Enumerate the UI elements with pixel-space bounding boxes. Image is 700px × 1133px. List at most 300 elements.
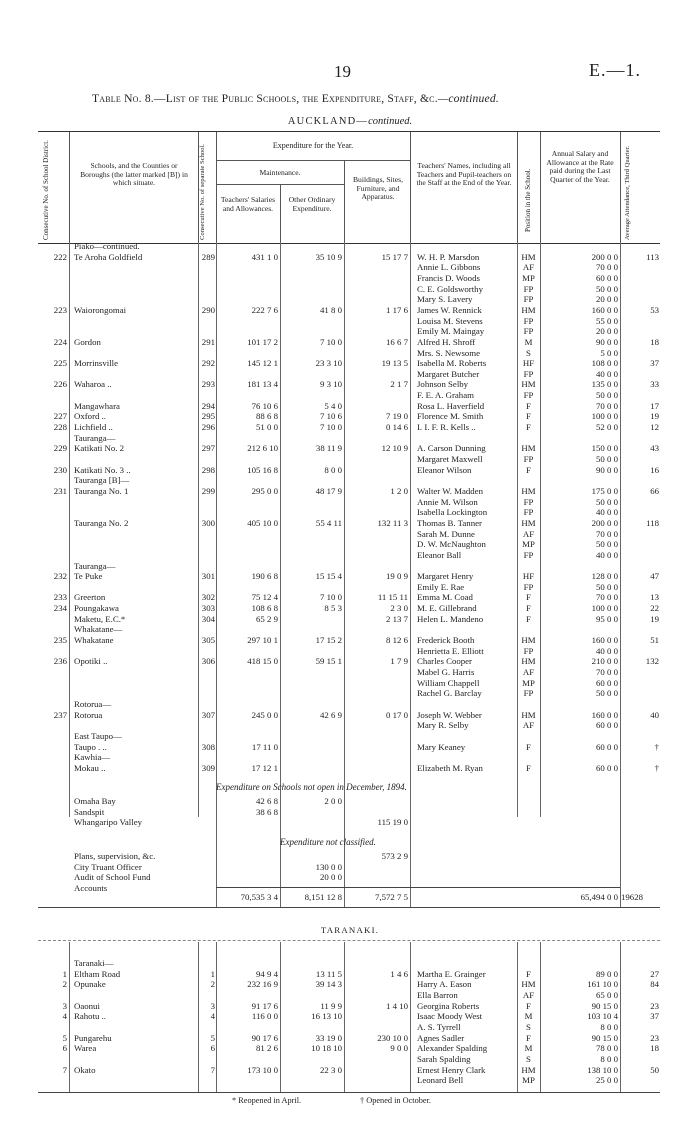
cell-no: 1 (210, 968, 215, 979)
cell-sal: 232 16 9 (247, 979, 278, 990)
cell-district: 237 (53, 709, 67, 720)
cell-school: Tauranga— (74, 560, 116, 571)
cell-no: 308 (201, 741, 215, 752)
cell-pos: HF (522, 358, 535, 369)
cell-asal: 40 0 0 (596, 507, 618, 518)
cell-att: 16 (650, 464, 659, 475)
cell-att: 18 (650, 1043, 659, 1054)
cell-teacher: Emily E. Rae (417, 581, 465, 592)
header-maintenance: Maintenance. (259, 168, 301, 177)
cell-att: † (654, 741, 659, 752)
cell-teacher: Louisa M. Stevens (417, 315, 483, 326)
not-classified-label: Plans, supervision, &c. (74, 851, 156, 861)
header-teachers-names: Teachers' Names, including all Teachers and Pupil-teachers on the Staff at the End of the Year. (416, 161, 512, 188)
cell-oth: 55 4 11 (315, 517, 342, 528)
cell-no: 305 (201, 635, 215, 646)
cell-att: 53 (650, 304, 659, 315)
cell-teacher: Leonard Bell (417, 1075, 464, 1086)
cell-pos: AF (522, 528, 535, 539)
cell-school: Tauranga— (74, 432, 116, 443)
cell-teacher: Elizabeth M. Ryan (417, 762, 483, 773)
header-annual-salary: Annual Salary and Allowance at the Rate paid during the Last Quarter of the Year. (546, 149, 614, 184)
footnote-reopened: * Reopened in April. (232, 1096, 302, 1105)
cell-teacher: Florence M. Smith (417, 411, 484, 422)
cell-att: 66 (650, 485, 659, 496)
cell-bld: 19 13 5 (381, 358, 408, 369)
total-salaries: 70,535 3 4 (240, 892, 278, 902)
cell-teacher: A. S. Tyrrell (417, 1021, 461, 1032)
cell-asal: 50 0 0 (596, 454, 618, 464)
cell-teacher: Joseph W. Webber (417, 709, 482, 720)
cell-sal: 108 6 8 (251, 603, 278, 614)
cell-oth: 8 0 0 (324, 464, 342, 475)
cell-pos: F (526, 1000, 531, 1011)
cell-school: East Taupo— (74, 730, 122, 741)
cell-att: 43 (650, 443, 659, 454)
cell-teacher: Charles Cooper (417, 656, 472, 667)
cell-no: 292 (201, 358, 215, 369)
cell-pos: MP (522, 677, 535, 688)
cell-asal: 50 0 0 (596, 688, 618, 699)
cell-school: Greerton (74, 592, 106, 603)
cell-district: 3 (62, 1000, 67, 1011)
cell-asal: 25 0 0 (596, 1075, 618, 1086)
cell-teacher: Rachel G. Barclay (417, 688, 482, 699)
footnote-opened: † Opened in October. (360, 1096, 431, 1105)
cell-asal: 138 10 0 (587, 1064, 618, 1075)
cell-oth: 13 11 5 (315, 968, 342, 979)
cell-oth: 7 10 0 (320, 422, 342, 433)
not-open-buildings: 115 19 0 (377, 817, 408, 828)
cell-no: 3 (210, 1000, 215, 1011)
cell-sal: 297 10 1 (247, 635, 278, 646)
cell-bld: 1 4 10 (386, 1000, 408, 1011)
cell-pos: S (526, 1053, 531, 1064)
cell-no: 296 (201, 422, 215, 433)
cell-school: Rotorua— (74, 698, 112, 709)
cell-oth: 7 10 0 (320, 336, 342, 347)
cell-bld: 7 19 0 (386, 411, 408, 422)
cell-no: 307 (201, 709, 215, 720)
cell-oth: 7 10 0 (320, 592, 342, 603)
region-name: AUCKLAND— (287, 116, 369, 127)
cell-pos: F (526, 592, 531, 603)
cell-att: † (654, 762, 659, 773)
cell-asal: 160 0 0 (591, 304, 618, 315)
cell-teacher: Francis D. Woods (417, 272, 480, 283)
cell-no: 306 (201, 656, 215, 667)
cell-asal: 20 0 0 (596, 294, 618, 305)
cell-asal: 135 0 0 (591, 379, 618, 390)
cell-sal: 181 13 4 (247, 379, 278, 390)
cell-district: 227 (53, 411, 67, 422)
cell-asal: 50 0 0 (596, 581, 618, 592)
cell-bld: 11 15 11 (377, 592, 408, 603)
cell-bld: 0 14 6 (386, 422, 408, 433)
cell-school: Mangawhara (74, 400, 120, 411)
cell-asal: 100 0 0 (591, 411, 618, 422)
cell-teacher: William Chappell (417, 677, 480, 688)
cell-oth: 10 18 10 (311, 1043, 342, 1054)
cell-school: Gordon (74, 336, 101, 347)
cell-pos: M (524, 336, 533, 347)
cell-sal: 418 15 0 (247, 656, 278, 667)
cell-asal: 40 0 0 (596, 645, 618, 656)
cell-teacher: Mary Keaney (417, 741, 466, 752)
cell-school: Tauranga No. 2 (74, 517, 129, 528)
cell-no: 4 (210, 1011, 215, 1022)
cell-teacher: Annie M. Wilson (417, 496, 478, 507)
cell-oth: 15 15 4 (315, 571, 342, 582)
cell-pos: F (526, 603, 531, 614)
cell-sal: 81 2 6 (256, 1043, 278, 1054)
cell-teacher: Margaret Henry (417, 571, 474, 582)
cell-no: 298 (201, 464, 215, 475)
cell-pos: FP (523, 496, 534, 507)
cell-sal: 222 7 6 (251, 304, 278, 315)
cell-asal: 200 0 0 (591, 251, 618, 262)
cell-teacher: Margaret Butcher (417, 368, 480, 379)
cell-teacher: Sarah M. Dunne (417, 528, 475, 539)
cell-att: 22 (650, 603, 659, 614)
cell-school: Warea (74, 1043, 97, 1054)
cell-teacher: Ernest Henry Clark (417, 1064, 486, 1075)
cell-sal: 91 17 6 (251, 1000, 278, 1011)
cell-no: 303 (201, 603, 215, 614)
not-open-school: Sandspit (74, 806, 105, 817)
cell-no: 301 (201, 571, 215, 582)
cell-asal: 52 0 0 (596, 422, 618, 433)
cell-district: 229 (53, 443, 67, 454)
header-other-expenditure: Other Ordinary Expenditure. (288, 195, 336, 213)
cell-asal: 175 0 0 (591, 485, 618, 496)
cell-asal: 40 0 0 (596, 368, 618, 379)
cell-pos: M (524, 1011, 533, 1022)
cell-teacher: Margaret Maxwell (417, 454, 483, 464)
cell-sal: 295 0 0 (251, 485, 278, 496)
header-consec-district: Consecutive No. of School District. (42, 140, 50, 240)
cell-asal: 70 0 0 (596, 667, 618, 677)
cell-oth: 7 10 6 (320, 411, 342, 422)
cell-oth: 33 19 0 (315, 1032, 342, 1043)
cell-pos: FP (523, 645, 534, 656)
cell-pos: F (526, 464, 531, 475)
cell-school: Piako—continued. (74, 241, 140, 251)
cell-school: Oaonui (74, 1000, 100, 1011)
cell-asal: 55 0 0 (596, 315, 618, 326)
cell-bld: 1 17 6 (386, 304, 408, 315)
cell-oth: 38 11 9 (315, 443, 342, 454)
cell-oth: 42 6 9 (320, 709, 342, 720)
cell-teacher: Alfred H. Shroff (417, 336, 476, 347)
header-position: Position in the School. (524, 168, 532, 232)
cell-no: 6 (210, 1043, 215, 1054)
cell-bld: 1 2 0 (390, 485, 408, 496)
cell-bld: 12 10 9 (381, 443, 408, 454)
cell-bld: 2 3 0 (390, 603, 408, 614)
cell-pos: HM (521, 517, 536, 528)
cell-sal: 94 9 4 (256, 968, 278, 979)
cell-teacher: Mary R. Selby (417, 720, 469, 731)
cell-district: 233 (53, 592, 67, 603)
table-title (92, 92, 499, 105)
cell-asal: 70 0 0 (596, 592, 618, 603)
cell-pos: FP (523, 390, 534, 401)
cell-oth: 39 14 3 (315, 979, 342, 990)
title-main: List of the Public Schools, the Expenditure, Staff, &c. (165, 92, 438, 105)
page-reference: E.—1. (589, 60, 641, 80)
cell-pos: HM (521, 1064, 536, 1075)
cell-sal: 145 12 1 (247, 358, 278, 369)
total-buildings: 7,572 7 5 (375, 892, 408, 902)
cell-teacher: Isabella M. Roberts (417, 358, 487, 369)
cell-bld: 15 17 7 (381, 251, 408, 262)
cell-school: Eltham Road (74, 968, 121, 979)
cell-asal: 200 0 0 (591, 517, 618, 528)
cell-district: 2 (62, 979, 67, 990)
cell-sal: 173 10 0 (247, 1064, 278, 1075)
cell-oth: 17 15 2 (315, 635, 342, 646)
cell-pos: HM (521, 979, 536, 990)
cell-school: Katikati No. 2 (74, 443, 125, 454)
cell-district: 225 (53, 358, 67, 369)
cell-pos: F (526, 741, 531, 752)
cell-sal: 116 0 0 (251, 1011, 278, 1022)
cell-att: 51 (650, 635, 659, 646)
cell-district: 222 (53, 251, 67, 262)
cell-asal: 70 0 0 (596, 400, 618, 411)
cell-pos: FP (523, 283, 534, 294)
cell-asal: 50 0 0 (596, 283, 618, 294)
header-attendance: Average Attendance, Third Quarter. (624, 145, 631, 240)
cell-att: 12 (650, 422, 659, 433)
cell-teacher: Eleanor Ball (417, 549, 462, 560)
cell-asal: 210 0 0 (591, 656, 618, 667)
cell-pos: FP (523, 315, 534, 326)
cell-sal: 65 2 9 (256, 613, 278, 624)
cell-pos: M (524, 1043, 533, 1054)
cell-asal: 50 0 0 (596, 496, 618, 507)
cell-pos: HM (521, 379, 536, 390)
cell-teacher: Eleanor Wilson (417, 464, 472, 475)
cell-district: 6 (62, 1043, 67, 1054)
page-number: 19 (334, 62, 351, 81)
cell-no: 291 (201, 336, 215, 347)
cell-sal: 105 16 8 (247, 464, 278, 475)
cell-oth: 48 17 9 (315, 485, 342, 496)
cell-sal: 190 6 8 (251, 571, 278, 582)
cell-teacher: W. H. P. Marsdon (417, 251, 480, 262)
cell-school: Poungakawa (74, 603, 119, 614)
cell-oth: 59 15 1 (315, 656, 342, 667)
cell-pos: S (526, 1021, 531, 1032)
cell-school: Te Puke (74, 571, 103, 582)
cell-teacher: Frederick Booth (417, 635, 475, 646)
cell-pos: F (526, 400, 531, 411)
cell-att: 84 (650, 979, 659, 990)
not-classified-other: 130 0 0 (315, 861, 342, 872)
cell-pos: FP (523, 581, 534, 592)
cell-att: 23 (650, 1032, 659, 1043)
cell-asal: 161 10 0 (587, 979, 618, 990)
cell-school: Tauranga No. 1 (74, 485, 129, 496)
cell-pos: F (526, 762, 531, 773)
cell-teacher: Isaac Moody West (417, 1011, 483, 1022)
not-open-salaries: 42 6 8 (256, 796, 278, 806)
cell-asal: 160 0 0 (591, 709, 618, 720)
cell-asal: 90 15 0 (591, 1000, 618, 1011)
cell-pos: FP (523, 454, 534, 464)
cell-district: 228 (53, 422, 67, 433)
cell-sal: 88 6 8 (256, 411, 278, 422)
cell-pos: S (526, 347, 531, 358)
cell-school: Waharoa .. (74, 379, 112, 390)
cell-no: 302 (201, 592, 215, 603)
cell-teacher: Emma M. Coad (417, 592, 473, 603)
cell-school: Lichfield .. (74, 422, 113, 433)
cell-asal: 20 0 0 (596, 326, 618, 337)
cell-oth: 8 5 3 (324, 603, 342, 614)
cell-sal: 75 12 4 (251, 592, 278, 603)
header-schools: Schools, and the Counties or Boroughs (the latter marked [B]) in which situate. (80, 161, 188, 188)
cell-asal: 60 0 0 (596, 762, 618, 773)
cell-bld: 2 1 7 (390, 379, 408, 390)
cell-asal: 128 0 0 (591, 571, 618, 582)
table-header (38, 131, 660, 244)
cell-sal: 76 10 6 (251, 400, 278, 411)
cell-oth: 22 3 0 (320, 1064, 342, 1075)
cell-no: 289 (201, 251, 215, 262)
cell-pos: F (526, 613, 531, 624)
not-open-school: Omaha Bay (74, 796, 116, 806)
cell-teacher: Mabel G. Harris (417, 667, 475, 677)
not-classified-buildings: 573 2 9 (381, 851, 408, 861)
cell-oth: 5 4 0 (324, 400, 342, 411)
cell-teacher: Harry A. Eason (417, 979, 472, 990)
cell-school: Morrinsville (74, 358, 118, 369)
cell-att: 47 (650, 571, 659, 582)
cell-asal: 60 0 0 (596, 741, 618, 752)
cell-district: 7 (62, 1064, 67, 1075)
cell-pos: HM (521, 251, 536, 262)
cell-district: 4 (62, 1011, 67, 1022)
cell-sal: 17 12 1 (251, 762, 278, 773)
cell-pos: MP (522, 1075, 535, 1086)
cell-district: 235 (53, 635, 67, 646)
cell-pos: MP (522, 272, 535, 283)
cell-pos: HM (521, 304, 536, 315)
cell-att: 23 (650, 1000, 659, 1011)
cell-bld: 19 0 9 (386, 571, 408, 582)
cell-bld: 132 11 3 (377, 517, 408, 528)
cell-att: 132 (645, 656, 659, 667)
cell-teacher: Georgina Roberts (417, 1000, 480, 1011)
cell-pos: HM (521, 485, 536, 496)
cell-school: Opunake (74, 979, 106, 990)
cell-asal: 8 0 0 (600, 1053, 618, 1064)
cell-teacher: Mary S. Lavery (417, 294, 473, 305)
cell-school: Mokau .. (74, 762, 106, 773)
cell-oth: 41 8 0 (320, 304, 342, 315)
cell-att: 40 (650, 709, 659, 720)
cell-teacher: Helen L. Mandeno (417, 613, 484, 624)
cell-att: 13 (650, 592, 659, 603)
cell-district: 226 (53, 379, 67, 390)
not-open-school: Whangaripo Valley (74, 817, 142, 828)
cell-pos: FP (523, 549, 534, 560)
cell-pos: AF (522, 720, 535, 731)
title-suffix: —continued. (437, 92, 499, 105)
cell-teacher: Annie L. Gibbons (417, 262, 481, 273)
cell-teacher: Ella Barron (417, 989, 458, 1000)
cell-school: Rotorua (74, 709, 103, 720)
not-classified-other: 20 0 0 (320, 872, 342, 883)
cell-asal: 50 0 0 (596, 539, 618, 550)
cell-pos: FP (523, 688, 534, 699)
cell-att: 18 (650, 336, 659, 347)
not-open-other: 2 0 0 (324, 796, 342, 806)
cell-no: 299 (201, 485, 215, 496)
cell-bld: 16 6 7 (386, 336, 408, 347)
cell-pos: FP (523, 326, 534, 337)
cell-school: Oxford .. (74, 411, 107, 422)
cell-bld: 1 4 6 (390, 968, 408, 979)
cell-att: 19 (650, 613, 659, 624)
cell-pos: AF (522, 989, 535, 1000)
cell-district: 223 (53, 304, 67, 315)
cell-sal: 245 0 0 (251, 709, 278, 720)
cell-district: 232 (53, 571, 67, 582)
total-other: 8,151 12 8 (304, 892, 342, 902)
cell-teacher: F. E. A. Graham (417, 390, 474, 401)
cell-sal: 90 17 6 (251, 1032, 278, 1043)
cell-district: 236 (53, 656, 67, 667)
cell-no: 309 (201, 762, 215, 773)
title-prefix: Table No. 8.— (92, 92, 166, 105)
cell-district: 231 (53, 485, 67, 496)
cell-pos: F (526, 411, 531, 422)
cell-teacher: Rosa L. Haverfield (417, 400, 485, 411)
cell-bld: 8 12 6 (386, 635, 408, 646)
cell-oth: 11 9 9 (320, 1000, 342, 1011)
cell-asal: 160 0 0 (591, 635, 618, 646)
region-cont: continued. (368, 116, 413, 127)
cell-asal: 150 0 0 (591, 443, 618, 454)
cell-asal: 78 0 0 (596, 1043, 618, 1054)
cell-att: 33 (650, 379, 659, 390)
cell-pos: HM (521, 443, 536, 454)
cell-att: 37 (650, 1011, 659, 1022)
cell-asal: 90 0 0 (596, 336, 618, 347)
cell-asal: 95 0 0 (596, 613, 618, 624)
cell-pos: HF (522, 571, 535, 582)
cell-bld: 1 7 9 (390, 656, 408, 667)
cell-teacher: Henrietta E. Elliott (417, 645, 484, 656)
cell-pos: MP (522, 539, 535, 550)
cell-teacher: Isabella Lockington (417, 507, 488, 518)
cell-teacher: M. E. Gillebrand (417, 603, 477, 614)
cell-school: Tauranga [B]— (74, 475, 130, 486)
total-attendance: 19628 (621, 892, 643, 902)
cell-school: Okato (74, 1064, 96, 1075)
cell-teacher: Walter W. Madden (417, 485, 483, 496)
cell-asal: 60 0 0 (596, 720, 618, 731)
cell-no: 295 (201, 411, 215, 422)
cell-school: Maketu, E.C.* (74, 613, 126, 624)
cell-asal: 100 0 0 (591, 603, 618, 614)
cell-asal: 89 0 0 (596, 968, 618, 979)
cell-teacher: C. E. Goldsworthy (417, 283, 483, 294)
